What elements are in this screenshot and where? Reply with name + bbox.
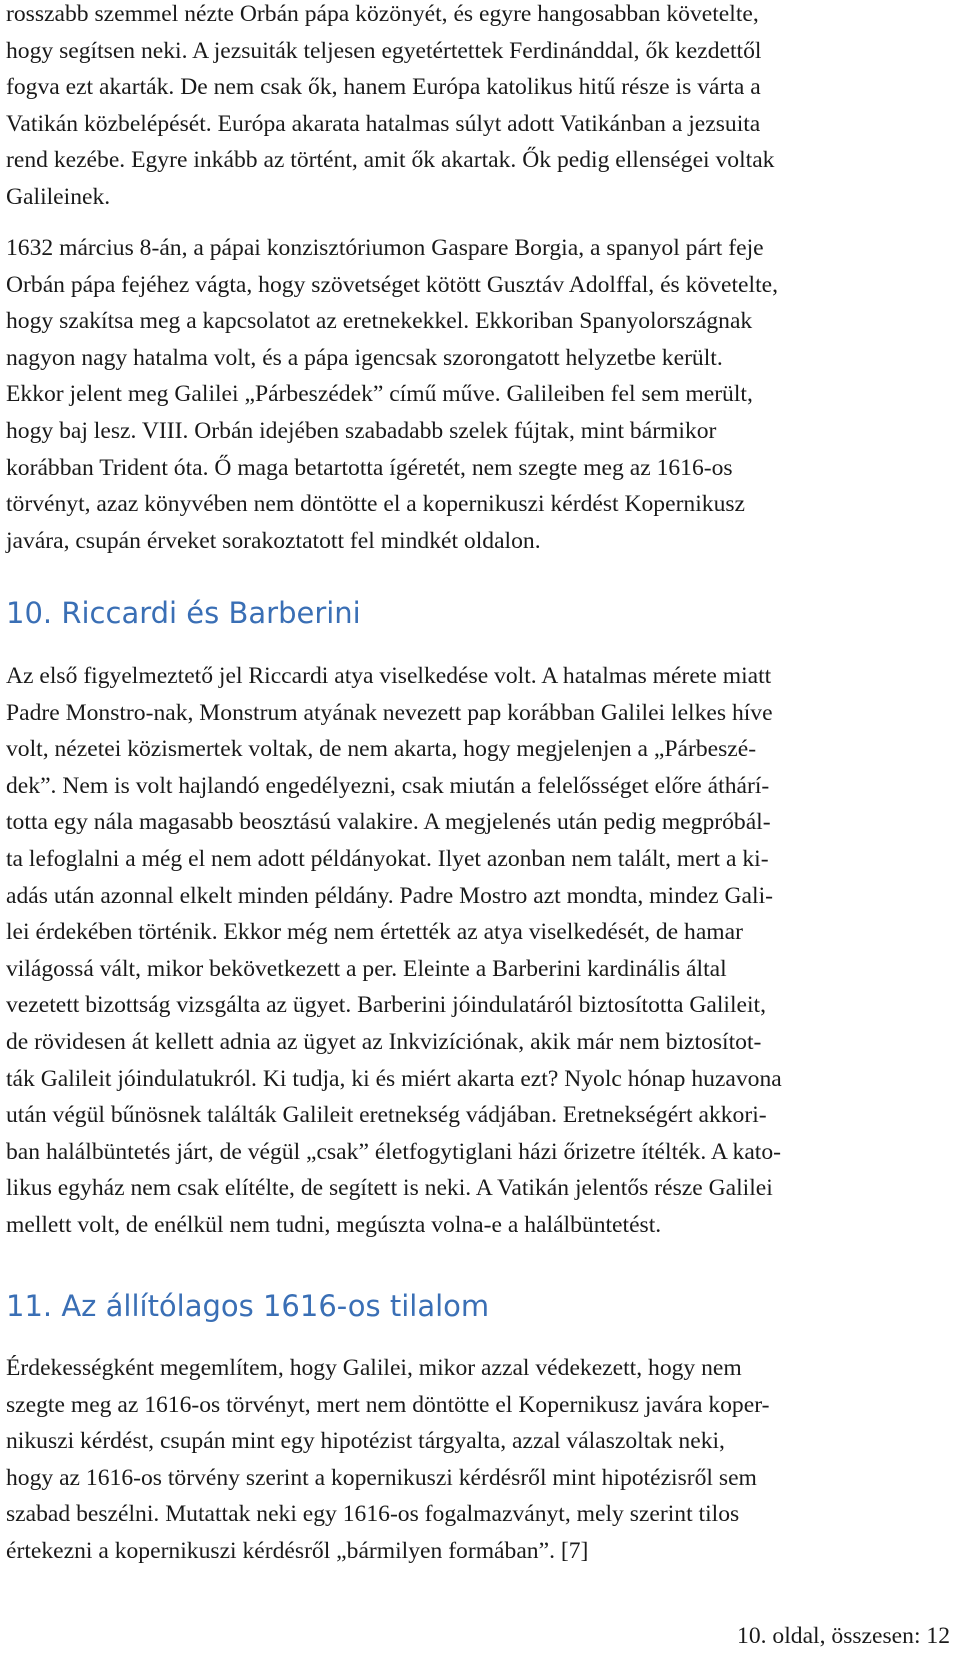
text-line: törvényt, azaz könyvében nem döntötte el a kopernikuszi kérdést Kopernikusz: [6, 491, 746, 518]
text-line: szabad beszélni. Mutattak neki egy 1616-os fogalmazványt, mely szerint tilos: [6, 1501, 740, 1528]
section-number: 11.: [6, 1289, 53, 1323]
text-line: Vatikán közbelépését. Európa akarata hatalmas súlyt adott Vatikánban a jezsuita: [6, 110, 761, 137]
text-line: hogy baj lesz. VIII. Orbán idejében szabadabb szelek fújtak, mint bármikor: [6, 417, 717, 444]
text-line: 1632 március 8-án, a pápai konzisztóriumon Gaspare Borgia, a spanyol párt feje: [6, 235, 764, 261]
text-line: Ekkor jelent meg Galilei „Párbeszédek” című műve. Galileiben fel sem merült,: [6, 381, 753, 408]
text-line: rend kezébe. Egyre inkább az történt, amit ők akartak. Ők pedig ellenségei voltak: [6, 147, 775, 174]
text-line: Az első figyelmeztető jel Riccardi atya viselkedése volt. A hatalmas mérete miatt: [6, 663, 772, 689]
text-line: szegte meg az 1616-os törvényt, mert nem döntötte el Kopernikusz javára koper-: [6, 1391, 770, 1418]
text-line: vezetett bizottság vizsgálta az ügyet. Barberini jóindulatáról biztosította Galileit,: [6, 992, 766, 1019]
page-number-footer: 10. oldal, összesen: 12: [737, 1623, 950, 1649]
text-line: totta egy nála magasabb beosztású valakire. A megjelenés után pedig megpróbál-: [6, 809, 771, 836]
paragraph-1: [6, 0, 774, 216]
paragraph-4: [6, 1350, 769, 1570]
section-11-heading: [6, 1286, 489, 1326]
text-line: de rövidesen át kellett adnia az ügyet az Inkvizíciónak, akik már nem biztosítot-: [6, 1028, 762, 1055]
section-title: Riccardi és Barberini: [61, 596, 361, 630]
section-title: Az állítólagos 1616-os tilalom: [61, 1289, 490, 1323]
text-line: fogva ezt akarták. De nem csak ők, hanem Európa katolikus hitű része is várta a: [6, 74, 761, 101]
text-line: értekezni a kopernikuszi kérdésről „bármilyen formában”. [7]: [6, 1537, 589, 1564]
text-line: hogy szakítsa meg a kapcsolatot az eretnekekkel. Ekkoriban Spanyolországnak: [6, 308, 753, 335]
text-line: ták Galileit jóindulatukról. Ki tudja, ki és miért akarta ezt? Nyolc hónap huzavona: [6, 1065, 782, 1092]
text-line: lei érdekében történik. Ekkor még nem értették az atya viselkedését, de hamar: [6, 919, 743, 946]
text-line: ta lefoglalni a még el nem adott példányokat. Ilyet azonban nem talált, mert a ki-: [6, 845, 769, 872]
text-line: után végül bűnösnek találták Galileit eretnekség vádjában. Eretnekségért akkori-: [6, 1102, 767, 1129]
text-line: dek”. Nem is volt hajlandó engedélyezni, csak miután a felelősséget előre áthárí-: [6, 772, 770, 799]
text-line: Galileinek.: [6, 183, 111, 210]
section-10-heading: [6, 593, 361, 633]
text-line: adás után azonnal elkelt minden példány. Padre Mostro azt mondta, mindez Gali-: [6, 882, 773, 909]
text-line: hogy segítsen neki. A jezsuiták teljesen egyetértettek Ferdinánddal, ők kezdettől: [6, 37, 762, 64]
paragraph-2: [6, 230, 778, 559]
text-line: Padre Monstro-nak, Monstrum atyának nevezett pap korábban Galilei lelkes híve: [6, 699, 773, 726]
text-line: Érdekességként megemlítem, hogy Galilei, mikor azzal védekezett, hogy nem: [6, 1355, 742, 1381]
text-line: ban halálbüntetés járt, de végül „csak” életfogytiglani házi őrizetre ítélték. A kato-: [6, 1138, 782, 1165]
paragraph-3: [6, 658, 782, 1244]
text-line: volt, nézetei közismertek voltak, de nem akarta, hogy megjelenjen a „Párbeszé-: [6, 736, 757, 763]
text-line: javára, csupán érveket sorakoztatott fel mindkét oldalon.: [6, 527, 541, 554]
text-line: rosszabb szemmel nézte Orbán pápa közönyét, és egyre hangosabban követelte,: [6, 1, 759, 27]
text-line: likus egyház nem csak elítélte, de segített is neki. A Vatikán jelentős része Galilei: [6, 1175, 773, 1202]
text-line: nagyon nagy hatalma volt, és a pápa igencsak szorongatott helyzetbe került.: [6, 344, 723, 371]
text-line: világossá vált, mikor bekövetkezett a per. Eleinte a Barberini kardinális által: [6, 955, 727, 982]
text-line: mellett volt, de enélkül nem tudni, megúszta volna-e a halálbüntetést.: [6, 1211, 662, 1238]
text-line: hogy az 1616-os törvény szerint a kopernikuszi kérdésről mint hipotézisről sem: [6, 1464, 757, 1491]
text-line: Orbán pápa fejéhez vágta, hogy szövetséget kötött Gusztáv Adolffal, és követelte,: [6, 271, 779, 298]
text-line: nikuszi kérdést, csupán mint egy hipotézist tárgyalta, azzal válaszoltak neki,: [6, 1428, 725, 1455]
section-number: 10.: [6, 596, 53, 630]
text-line: korábban Trident óta. Ő maga betartotta ígéretét, nem szegte meg az 1616-os: [6, 454, 733, 481]
